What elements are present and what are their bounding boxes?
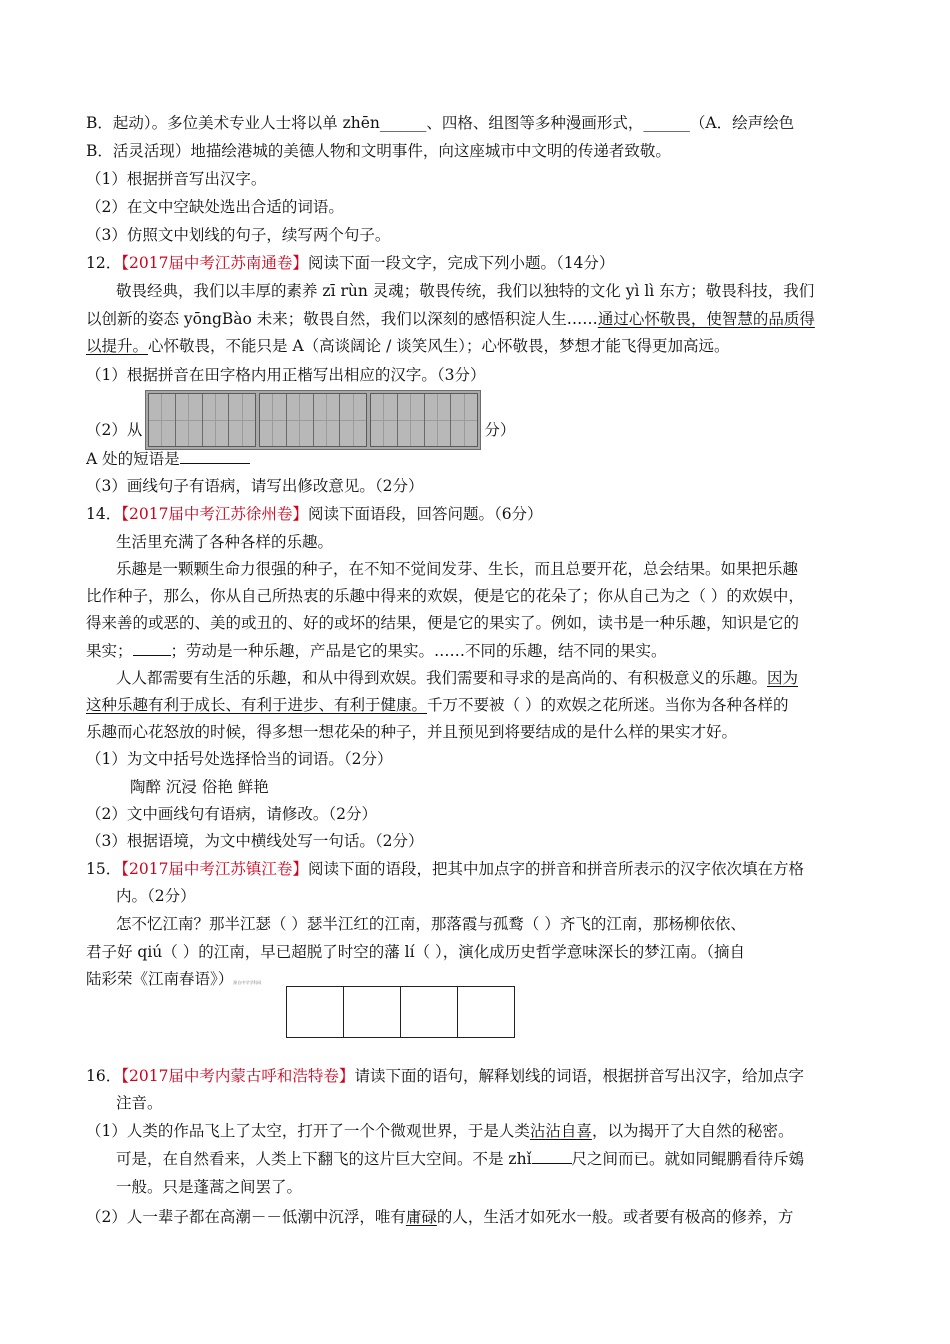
- answer-blank[interactable]: [532, 1148, 572, 1164]
- passage-text: 可是，在自然看来，人类上下翻飞的这片巨大空间。不是 zhǐ: [116, 1150, 532, 1168]
- grid-cell: [425, 394, 452, 446]
- dotted-char: 沾: [545, 1122, 561, 1140]
- passage-line: 得来善的或恶的、美的或丑的、好的或坏的结果，便是它的果实了。例如，读书是一种乐趣，知识是它的: [86, 614, 800, 632]
- answer-blank[interactable]: [180, 448, 250, 464]
- sub-question: [86, 448, 866, 470]
- grid-cell: [203, 394, 230, 446]
- grid-block: [370, 393, 478, 447]
- source-tag: 【2017届中考江苏镇江卷】: [121, 860, 308, 878]
- passage-line: [86, 1206, 866, 1228]
- passage-text: 千万不要被（ ）的欢娱之花所迷。当你为各种各样的: [427, 696, 789, 714]
- question-prompt: 阅读下面语段，回答问题。（6分）: [307, 505, 543, 523]
- underlined-sentence: 这种乐趣有利于成长、有利于进步、有利于健康。: [86, 696, 428, 714]
- question-prompt: 阅读下面一段文字，完成下列小题。（14分）: [307, 254, 615, 272]
- passage-line: [86, 1120, 866, 1142]
- text-line: B．起动）。多位美术专业人士将以单 zhēn______、四格、组图等多种漫画形式，______（A．绘声绘色: [86, 114, 795, 132]
- passage-line: [86, 308, 866, 330]
- passage-text: 一般。只是蓬: [116, 1178, 210, 1196]
- passage-line: [116, 1148, 866, 1170]
- passage-text: 尺之间而已。就如同鲲鹏看待斥鴳: [571, 1150, 805, 1168]
- grid-block: [148, 393, 256, 447]
- passage-line: [86, 335, 866, 357]
- question-number: 16．: [86, 1067, 122, 1085]
- sub-question: （3）根据语境，为文中横线处写一句话。（2分）: [86, 832, 424, 850]
- passage-text: 的人，生活才如死水一般。或者要有极高的修养，方: [436, 1208, 794, 1226]
- underlined-word: 庸碌: [405, 1208, 437, 1226]
- sub-question: （2）在文中空缺处选出合适的词语。: [86, 198, 344, 216]
- grid-cell: [149, 394, 176, 446]
- passage-text: 陆彩荣《江南春语》）: [86, 970, 234, 988]
- underlined-word: [530, 1122, 592, 1140]
- source-tag: 【2017届中考江苏南通卷】: [121, 254, 308, 272]
- passage-line: 乐趣而心花怒放的时候，得多想一想花朵的种子，并且预见到将要结成的是什么样的果实才好。: [86, 723, 738, 741]
- watermark-text: 源自中学学科网: [233, 980, 262, 985]
- word-options: 陶醉 沉浸 俗艳 鲜艳: [130, 778, 269, 796]
- question-number: 14．: [86, 505, 122, 523]
- question-number: 15．: [86, 860, 122, 878]
- passage-text: 之间罢了。: [224, 1178, 303, 1196]
- sub-question: （1）为文中括号处选择恰当的词语。（2分）: [86, 750, 393, 768]
- char: 沾: [529, 1122, 546, 1140]
- passage-text: （1）人类的作品飞上了太空，打开了一个个微观世界，于是人类: [86, 1122, 530, 1140]
- passage-text: ，以为揭开了大自然的秘密。: [591, 1122, 794, 1140]
- passage-line: [116, 667, 866, 689]
- sub-question-text: A 处的短语是: [86, 450, 180, 468]
- question-16-heading: [86, 1065, 866, 1087]
- grid-cell: [287, 394, 314, 446]
- passage-line: [116, 1176, 866, 1198]
- passage-line: 君子好 qiú（ ）的江南，早已超脱了时空的藩 lí（ ），演化成历史哲学意味深长的梦江南。（摘自: [86, 943, 745, 961]
- passage-text: 果实；: [86, 642, 133, 660]
- source-tag: 【2017届中考内蒙古呼和浩特卷】: [121, 1067, 355, 1085]
- char: 喜: [576, 1122, 592, 1140]
- answer-box[interactable]: [343, 986, 401, 1038]
- char: 自: [560, 1122, 577, 1140]
- passage-line: 生活里充满了各种各样的乐趣。: [116, 533, 334, 551]
- passage-text: （2）人一辈子都在高潮－－低潮中沉浮，唯有: [86, 1208, 406, 1226]
- passage-line: [86, 640, 866, 662]
- grid-cell: [314, 394, 341, 446]
- question-12-heading: [86, 252, 866, 274]
- grid-cell: [260, 394, 287, 446]
- answer-box[interactable]: [457, 986, 515, 1038]
- passage-line: [86, 694, 866, 716]
- sub-question-text: （2）从: [86, 421, 143, 439]
- question-number: 12．: [86, 254, 122, 272]
- tianzige-grid-image: [145, 390, 481, 450]
- passage-line: 比作种子，那么，你从自己所热衷的乐趣中得来的欢娱，便是它的花朵了；你从自己为之（ ）的欢娱中，: [86, 587, 804, 605]
- question-prompt: 阅读下面的语段，把其中加点字的拼音和拼音所表示的汉字依次填在方格: [307, 860, 804, 878]
- sub-question-text: 分）: [484, 421, 516, 439]
- sub-question: （1）根据拼音在田字格内用正楷写出相应的汉字。（3分）: [86, 366, 486, 384]
- text-line: B．活灵活现）地描绘港城的美德人物和文明事件，向这座城市中文明的传递者致敬。: [86, 142, 671, 160]
- source-tag: 【2017届中考江苏徐州卷】: [121, 505, 308, 523]
- underlined-sentence: 以提升。: [86, 337, 149, 355]
- passage-text: 以创新的姿态 yōngBào 未来；敬畏自然，我们以深刻的感悟积淀人生……: [86, 310, 598, 328]
- grid-cell: [398, 394, 425, 446]
- answer-blank[interactable]: [133, 640, 171, 656]
- question-14-heading: [86, 503, 866, 525]
- passage-line: 怎不忆江南？那半江瑟（ ）瑟半江红的江南，那落霞与孤鹜（ ）齐飞的江南，那杨柳依依、: [116, 915, 746, 933]
- grid-cell: [229, 394, 255, 446]
- underlined-sentence: 因为: [767, 669, 799, 687]
- sub-question: （3）画线句子有语病，请写出修改意见。（2分）: [86, 477, 424, 495]
- grid-cell: [451, 394, 477, 446]
- answer-box[interactable]: [286, 986, 344, 1038]
- sub-question: （3）仿照文中划线的句子，续写两个句子。: [86, 226, 391, 244]
- question-prompt: 内。（2分）: [116, 887, 196, 905]
- grid-cell: [371, 394, 398, 446]
- sub-question: （2）文中画线句有语病，请修改。（2分）: [86, 805, 377, 823]
- sub-question: （1）根据拼音写出汉字。: [86, 170, 267, 188]
- passage-text: 人人都需要有生活的乐趣，和从中得到欢娱。我们需要和寻求的是高尚的、有积极意义的乐趣。: [116, 669, 768, 687]
- answer-box[interactable]: [400, 986, 458, 1038]
- passage-text: ；劳动是一种乐趣，产品是它的果实。……不同的乐趣，结不同的果实。: [170, 642, 667, 660]
- dotted-char: 蒿: [209, 1178, 225, 1196]
- passage-text: 心怀敬畏，不能只是 A（高谈阔论 / 谈笑风生）；心怀敬畏，梦想才能飞得更加高远。: [148, 337, 730, 355]
- grid-cell: [176, 394, 203, 446]
- question-prompt: 请读下面的语句，解释划线的词语，根据拼音写出汉字，给加点字: [354, 1067, 804, 1085]
- grid-block: [259, 393, 367, 447]
- question-15-heading: [86, 858, 866, 880]
- answer-box-row: [287, 986, 515, 1038]
- underlined-sentence: 通过心怀敬畏，使智慧的品质得: [597, 310, 815, 328]
- passage-line: 敬畏经典，我们以丰厚的素养 zī rùn 灵魂；敬畏传统，我们以独特的文化 yì lì 东方；敬畏科技，我们: [116, 282, 815, 300]
- passage-line: 乐趣是一颗颗生命力很强的种子，在不知不觉间发芽、生长，而且总要开花，总会结果。如果把乐趣: [116, 560, 799, 578]
- question-prompt: 注音。: [116, 1094, 163, 1112]
- grid-cell: [340, 394, 366, 446]
